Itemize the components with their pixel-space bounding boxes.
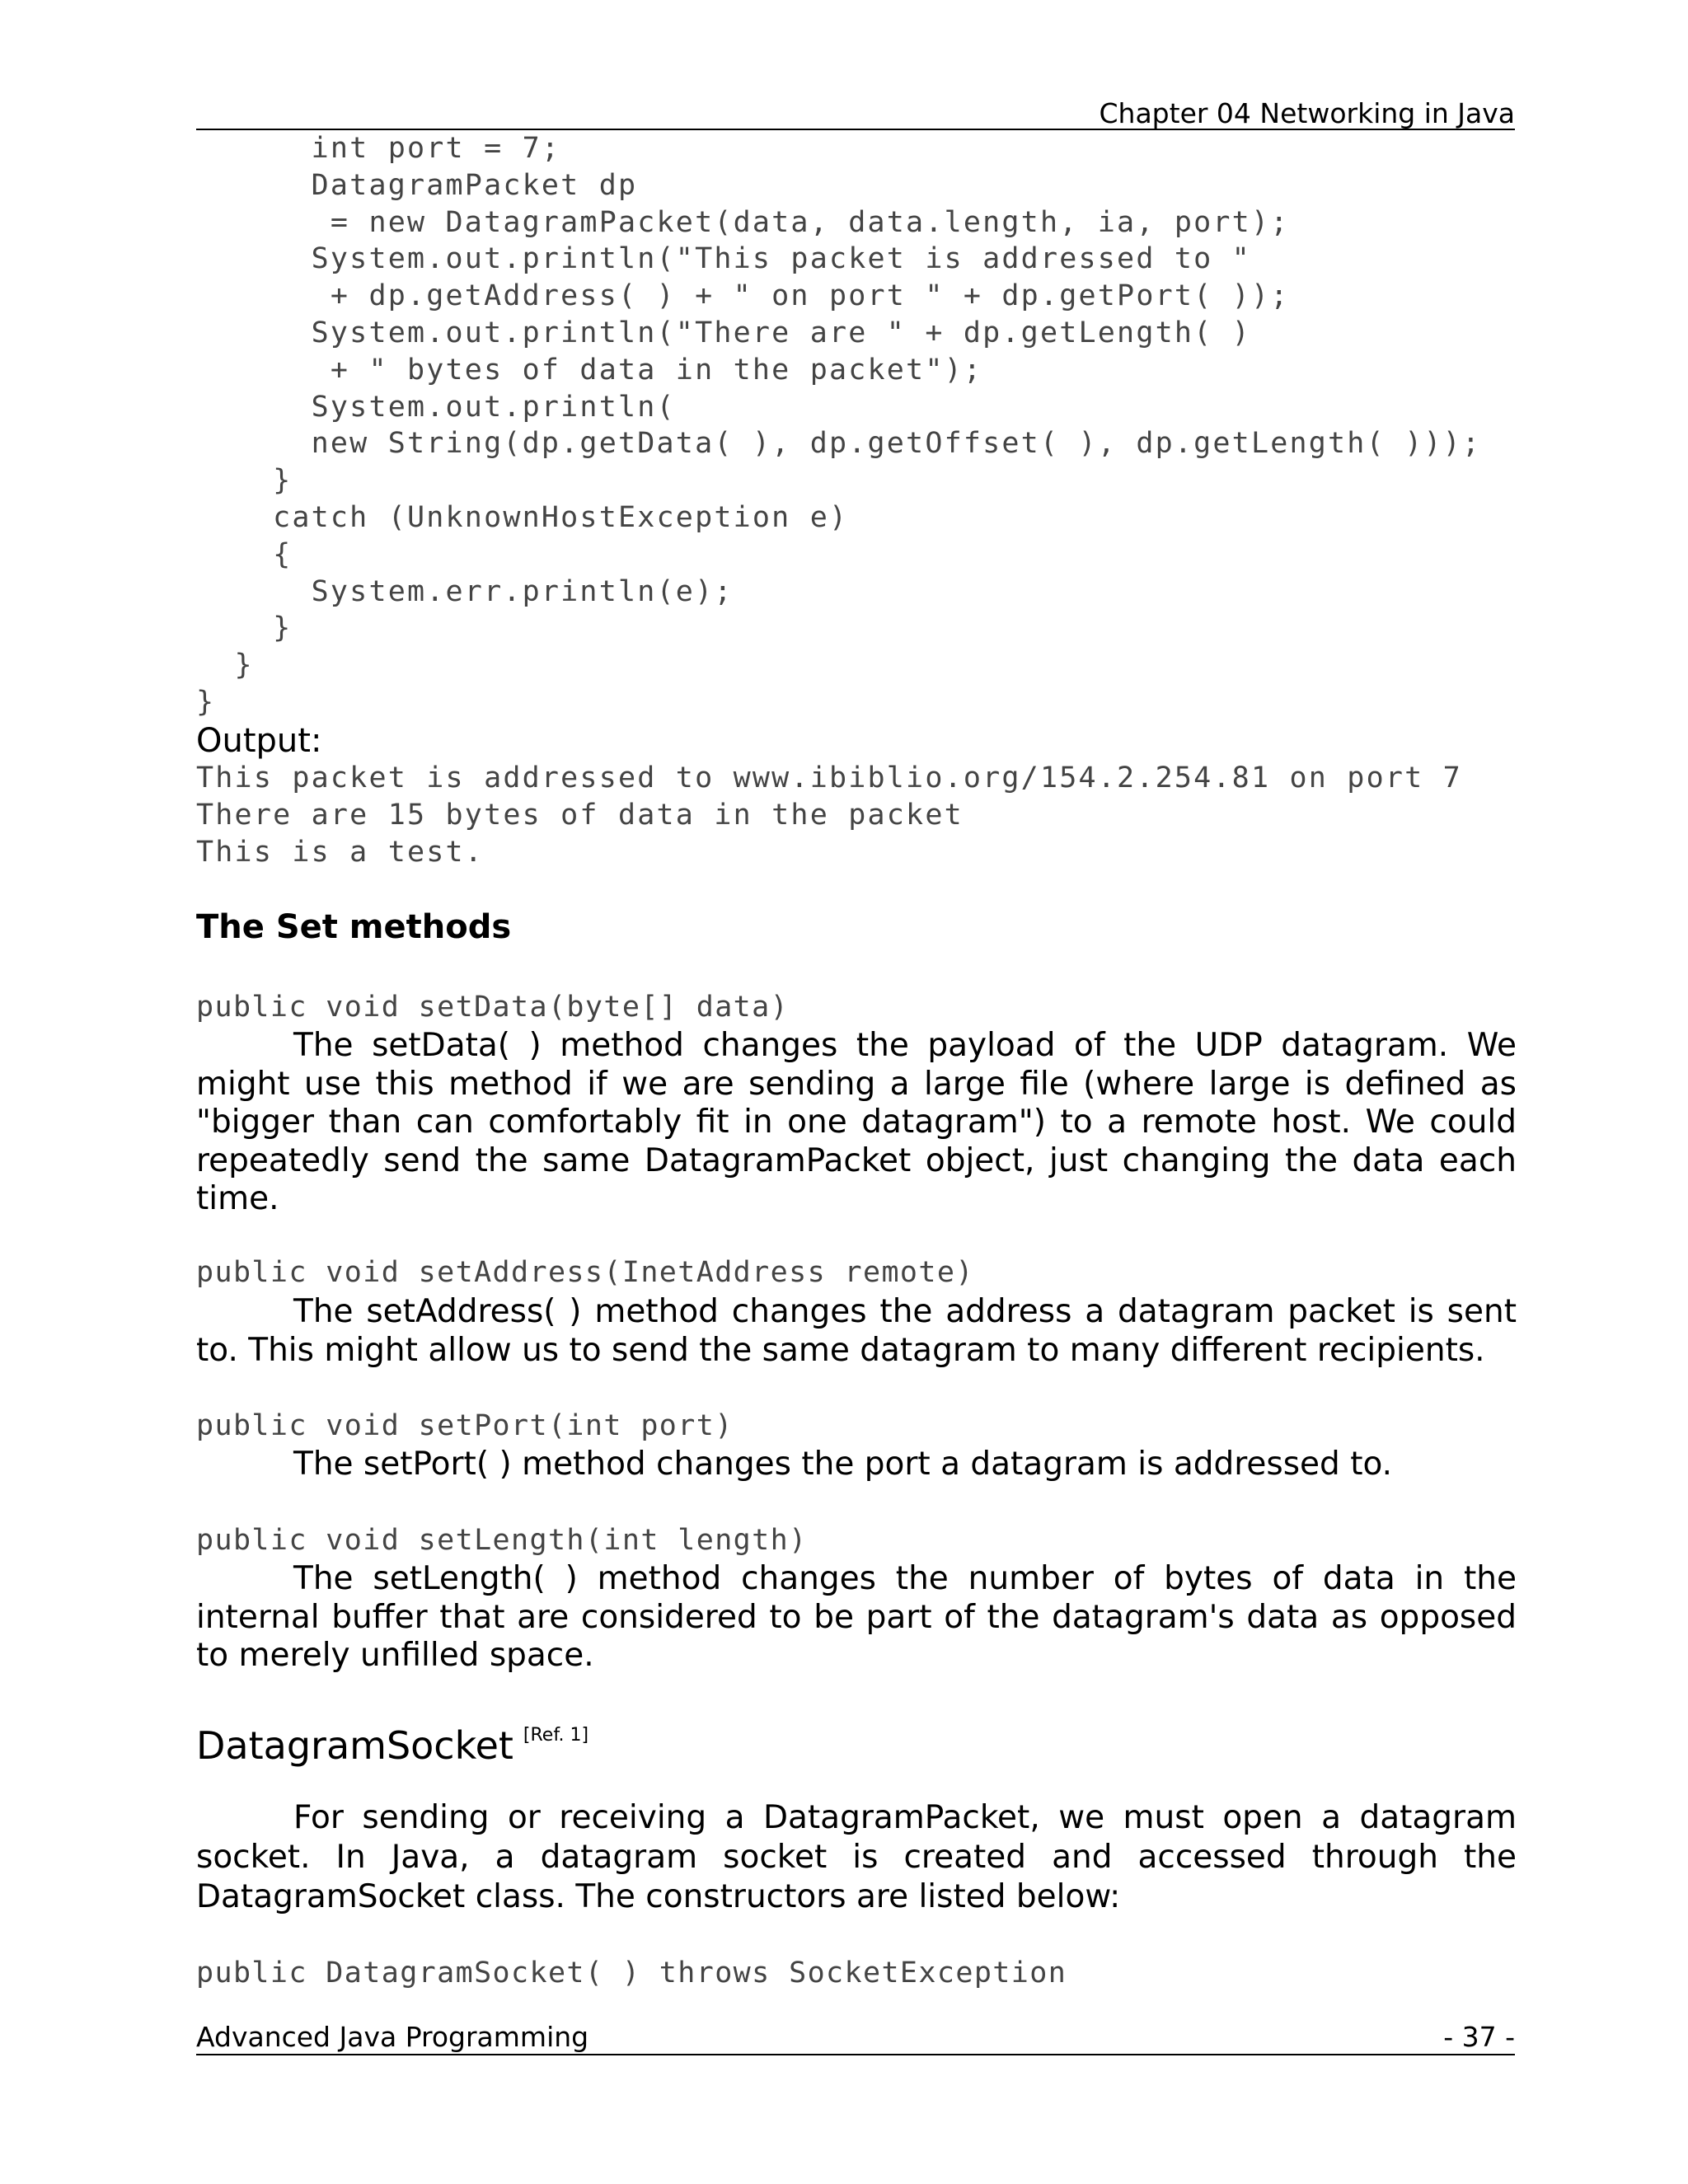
output-label: Output: (196, 722, 322, 760)
code-line: + " bytes of data in the packet"); (196, 353, 983, 387)
page-header (196, 96, 1515, 130)
constructor-signature: public DatagramSocket( ) throws SocketException (196, 1957, 1067, 1990)
datagram-socket-heading (196, 1713, 588, 1769)
code-listing (196, 130, 1481, 721)
code-line: catch (UnknownHostException e) (196, 500, 849, 534)
code-line: System.err.println(e); (196, 574, 734, 608)
method-description-setport: The setPort( ) method changes the port a datagram is addressed to. (293, 1446, 1393, 1483)
code-line: DatagramPacket dp (196, 168, 638, 202)
method-description-setdata: The setData( ) method changes the payload of the UDP datagram. We might use this method if we are sending a large file (where large is defined as "bigger than can comfortably fit in one datagram") to a remote host. We could repeatedly send the same DatagramPacket object, just changing the data each time. (196, 1027, 1517, 1217)
method-description-setlength: The setLength( ) method changes the number of bytes of data in the internal buffer that are considered to be part of the datagram's data as opposed to merely unfilled space. (196, 1560, 1517, 1674)
code-line: System.out.println( (196, 390, 676, 424)
method-signature-setlength: public void setLength(int length) (196, 1524, 808, 1557)
code-line: System.out.println("There are " + dp.getLength( ) (196, 316, 1251, 349)
code-line: } (196, 612, 293, 645)
code-line: = new DatagramPacket(data, data.length, ia, port); (196, 205, 1290, 239)
method-description-setaddress: The setAddress( ) method changes the address a datagram packet is sent to. This might allow us to send the same datagram to many different recipients. (196, 1293, 1517, 1369)
page-number: - 37 - (1443, 2021, 1515, 2053)
book-title: Advanced Java Programming (196, 2021, 589, 2053)
code-line: } (196, 685, 216, 719)
section-heading: The Set methods (196, 908, 512, 946)
datagram-socket-intro: For sending or receiving a DatagramPacket, we must open a datagram socket. In Java, a datagram socket is created and accessed through the DatagramSocket class. The constructors are listed below: (196, 1799, 1517, 1915)
output-line: This is a test. (196, 835, 485, 869)
code-line: } (196, 649, 254, 682)
output-line: This packet is addressed to www.ibiblio.org/154.2.254.81 on port 7 (196, 762, 1462, 794)
datagram-socket-title: DatagramSocket (196, 1723, 513, 1768)
code-line: System.out.println("This packet is addressed to " (196, 242, 1251, 276)
method-signature-setport: public void setPort(int port) (196, 1409, 734, 1442)
code-line: + dp.getAddress( ) + " on port " + dp.getPort( )); (196, 279, 1290, 313)
output-listing (196, 760, 1462, 870)
page-footer (196, 2019, 1515, 2055)
chapter-title: Chapter 04 Networking in Java (1099, 97, 1515, 129)
reference-marker: [Ref. 1] (523, 1725, 589, 1746)
method-signature-setdata: public void setData(byte[] data) (196, 991, 790, 1024)
method-signature-setaddress: public void setAddress(InetAddress remote) (196, 1256, 974, 1289)
code-line: { (196, 537, 293, 571)
code-line: } (196, 464, 293, 498)
code-line: new String(dp.getData( ), dp.getOffset( ), dp.getLength( ))); (196, 427, 1482, 461)
code-line: int port = 7; (196, 132, 561, 165)
output-line: There are 15 bytes of data in the packet (196, 798, 964, 832)
